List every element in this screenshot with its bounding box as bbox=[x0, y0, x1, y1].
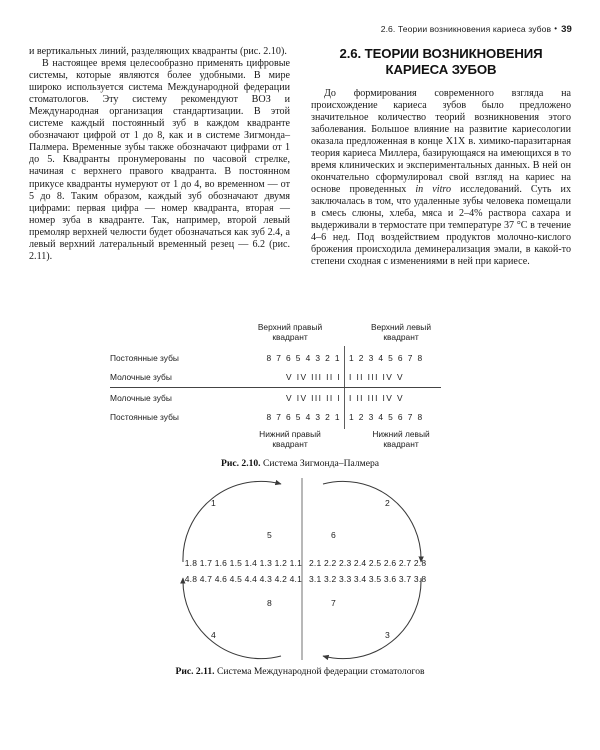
row-values-lower-right: 8 7 6 5 4 3 2 1 bbox=[266, 412, 341, 422]
quadrant-label-1: 1 bbox=[211, 498, 216, 508]
figure-2-10-caption-text: Система Зигмонда–Палмера bbox=[263, 458, 380, 469]
row-values-primary-upper-left: I II III IV V bbox=[349, 372, 404, 382]
section-heading bbox=[311, 46, 571, 79]
figure-2-11-fdi-diagram bbox=[29, 474, 571, 704]
paragraph-numbering-systems: В настоящее время целесообразно применять цифровые системы, которые являются более удобными. В мире широко используется система Международной федерации стоматологов. Эту систему рекомендуют ВОЗ и Международная организация стандартизации. В этой системе каждый постоянный зуб в каждом квадранте обозначают цифрой от 1 до 8, как и в системе Зигмонда–Палмера. Временные зубы также обозначают цифрами от 1 до 5. Квадранты пронумерованы по часовой стрелке, начиная с верхнего правого квадранта. В постоянном прикусе квадранты нумеруют от 1 до 4, во временном — от 5 до 8. Таким образом, каждый зуб обозначают двумя цифрами: первая цифра — номер квадранта, вторая — номер зуба в квадранте. Так, например, второй левый премоляр верхней челюсти будет обозначаться как зуб 2.4, а левый верхний латеральный временный резец — 6.2 (рис. 2.11). bbox=[29, 58, 290, 262]
row-label-permanent-lower: Постоянные зубы bbox=[110, 412, 179, 422]
running-head bbox=[0, 24, 572, 35]
row-values-primary-upper-right: V IV III II I bbox=[286, 372, 341, 382]
figure-2-11-caption-label: Рис. 2.11. bbox=[175, 666, 215, 677]
row-values-primary-lower-left: I II III IV V bbox=[349, 393, 404, 403]
header-upper-right-line-2: квадрант bbox=[272, 332, 308, 343]
section-heading-line-2: КАРИЕСА ЗУБОВ bbox=[385, 62, 497, 78]
tooth-row-lower-left: 3.1 3.2 3.3 3.4 3.5 3.6 3.7 3.8 bbox=[309, 574, 427, 584]
row-label-primary-lower: Молочные зубы bbox=[110, 393, 172, 403]
figure-2-10-zsigmondy-palmer-table bbox=[29, 322, 571, 468]
paragraph-part-2: исследований. Суть их заключалась в том, что удаленные зубы человека помещали в смесь слюны, хлеба, мяса и 2–4% раствора сахара и выдерживали в термостате при температуре 37 °C в течение 4–6 нед. Под воздействием продуктов молочно-кислого брожения происходила деминерализация эмали, в какой-то степени сходная с изменениями в ней при кариесе. bbox=[311, 184, 571, 268]
right-text-column bbox=[311, 46, 571, 269]
figure-2-10-caption-label: Рис. 2.10. bbox=[220, 458, 261, 469]
arc-quadrant-4 bbox=[183, 578, 281, 659]
table-row bbox=[29, 391, 571, 408]
paragraph-part-1: До формирования современного взгляда на происхождение кариеса зубов было предложено значительное количество теорий возникновения этого заболевания. Большое влияние на развитие кариесологии оказала предложенная в конце X1X в. химико-паразитарная теория кариеса Миллера, базирующаяся на имеющихся в то время клинических и экспериментальных данных. В ней он окончательно сформулировал свой взгляд на кариес на основе проведенных bbox=[311, 87, 571, 196]
header-lower-left-line-2: квадрант bbox=[383, 439, 419, 450]
tooth-row-lower-right: 4.8 4.7 4.6 4.5 4.4 4.3 4.2 4.1 bbox=[184, 574, 302, 584]
header-upper-left-line-1: Верхний левый bbox=[371, 322, 431, 332]
row-label-primary-upper: Молочные зубы bbox=[110, 372, 172, 382]
quadrant-label-6: 6 bbox=[331, 530, 336, 540]
fdi-quadrant-wheel-svg bbox=[29, 474, 571, 664]
header-upper-left-line-2: квадрант bbox=[383, 332, 419, 343]
paragraph-caries-theories bbox=[311, 88, 571, 269]
quadrant-label-5: 5 bbox=[267, 530, 272, 540]
arc-quadrant-3 bbox=[323, 578, 421, 659]
arc-quadrant-1 bbox=[183, 481, 281, 562]
header-upper-left-quadrant bbox=[347, 322, 455, 342]
tooth-row-upper-right: 1.8 1.7 1.6 1.5 1.4 1.3 1.2 1.1 bbox=[184, 558, 302, 568]
row-label-permanent-upper: Постоянные зубы bbox=[110, 353, 179, 363]
quadrant-label-4: 4 bbox=[211, 630, 216, 640]
header-lower-left-quadrant bbox=[347, 429, 455, 449]
running-head-title: 2.6. Теории возникновения кариеса зубов bbox=[380, 24, 552, 34]
quadrant-label-8: 8 bbox=[267, 598, 272, 608]
figure-2-10-caption bbox=[29, 458, 571, 469]
quadrant-label-3: 3 bbox=[385, 630, 390, 640]
figure-2-11-caption-text: Система Международной федерации стоматологов bbox=[216, 666, 425, 677]
figure-2-11-caption bbox=[29, 666, 571, 677]
page-number: 39 bbox=[561, 24, 572, 35]
paragraph-continued: и вертикальных линий, разделяющих квадранты (рис. 2.10). bbox=[29, 46, 287, 57]
left-text-column bbox=[29, 46, 290, 263]
header-lower-right-quadrant bbox=[236, 429, 344, 449]
table-row bbox=[29, 351, 571, 368]
quadrant-label-2: 2 bbox=[385, 498, 390, 508]
header-lower-right-line-2: квадрант bbox=[272, 439, 308, 450]
tooth-row-upper-left: 2.1 2.2 2.3 2.4 2.5 2.6 2.7 2.8 bbox=[309, 558, 427, 568]
arc-quadrant-2 bbox=[323, 481, 421, 562]
table-row bbox=[29, 370, 571, 387]
header-upper-right-quadrant bbox=[236, 322, 344, 342]
section-heading-line-1: 2.6. ТЕОРИИ ВОЗНИКНОВЕНИЯ bbox=[339, 46, 543, 61]
row-values-primary-lower-right: V IV III II I bbox=[286, 393, 341, 403]
row-values-upper-right: 8 7 6 5 4 3 2 1 bbox=[266, 353, 341, 363]
table-horizontal-divider bbox=[110, 387, 441, 388]
table-row bbox=[29, 410, 571, 427]
row-values-lower-left: 1 2 3 4 5 6 7 8 bbox=[349, 412, 424, 422]
row-values-upper-left: 1 2 3 4 5 6 7 8 bbox=[349, 353, 424, 363]
header-lower-right-line-1: Нижний правый bbox=[259, 429, 321, 439]
latin-term-in-vitro: in vitro bbox=[415, 184, 451, 196]
quadrant-label-7: 7 bbox=[331, 598, 336, 608]
header-upper-right-line-1: Верхний правый bbox=[257, 322, 323, 332]
running-head-separator: • bbox=[554, 24, 558, 33]
header-lower-left-line-1: Нижний левый bbox=[372, 429, 430, 439]
